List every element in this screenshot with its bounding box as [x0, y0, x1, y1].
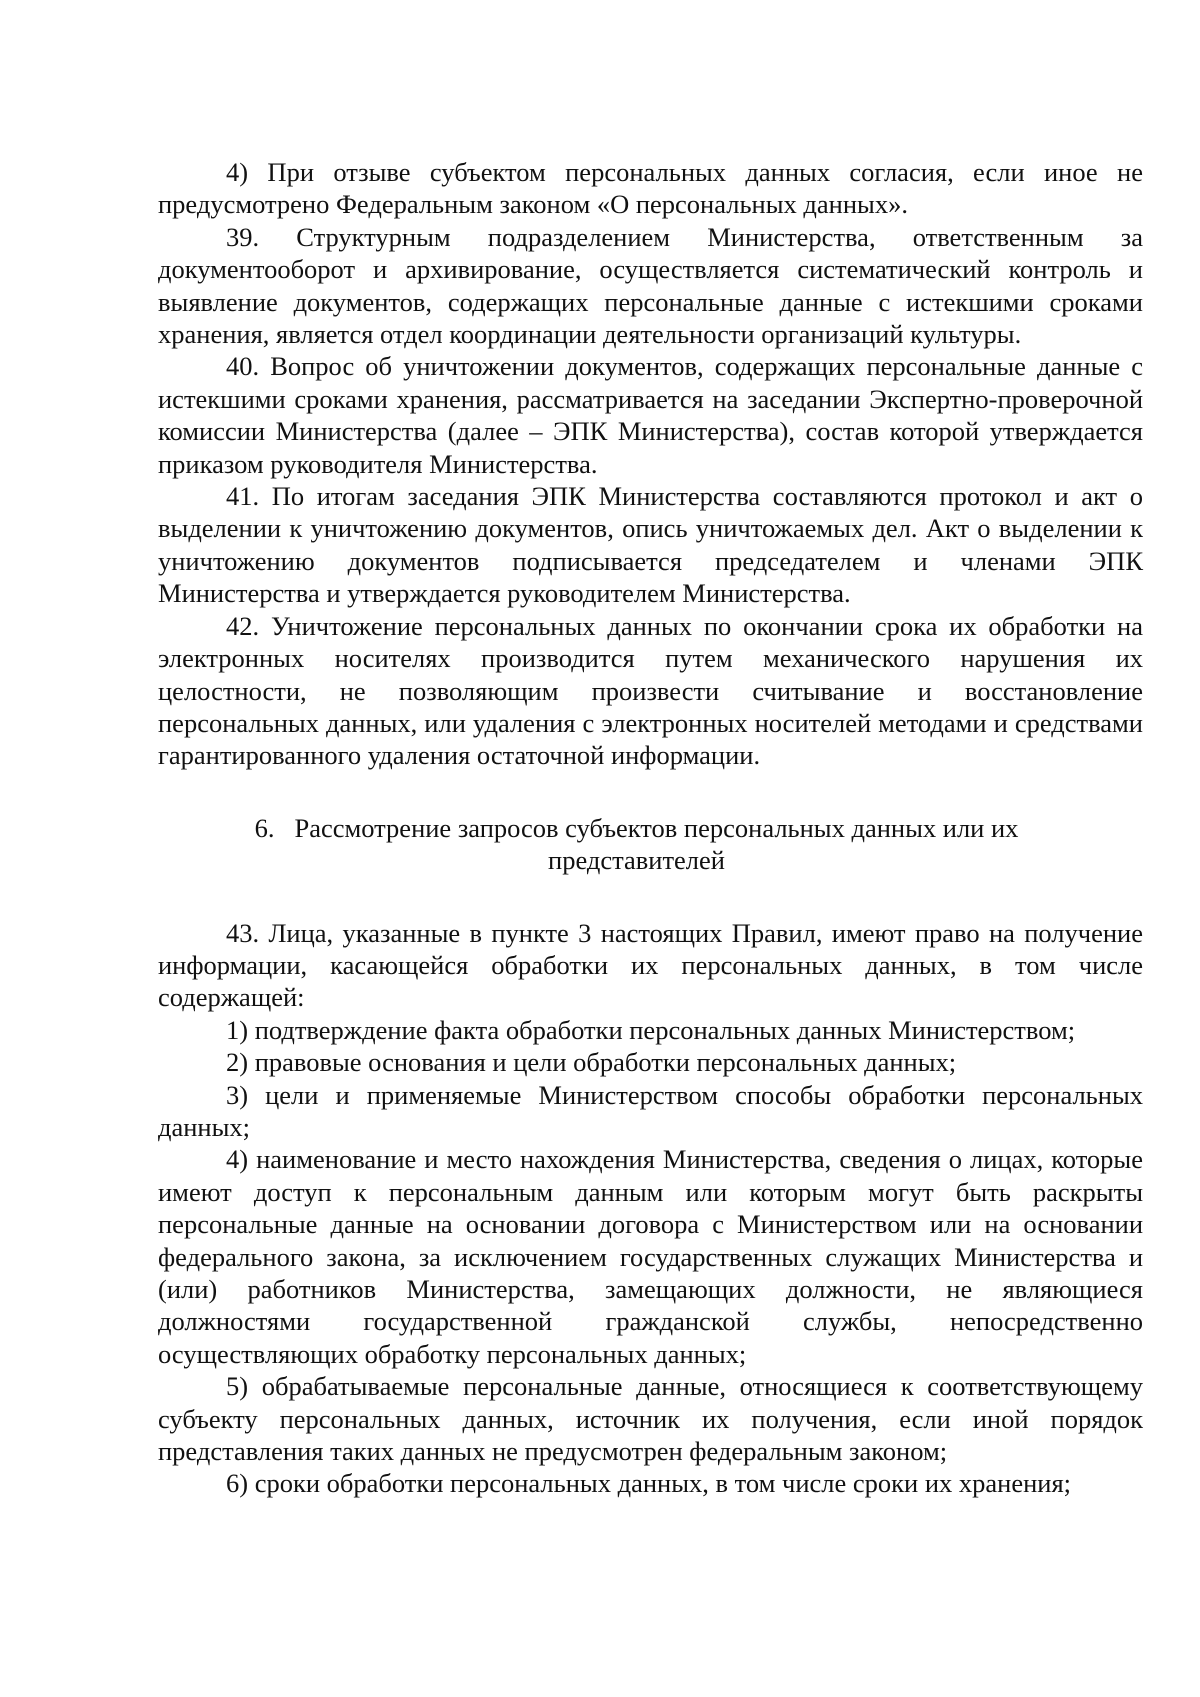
list-item-2: 2) правовые основания и цели обработки персональных данных; — [226, 1047, 957, 1078]
list-item-1: 1) подтверждение факта обработки персональных данных Министерством; — [226, 1014, 1076, 1045]
paragraph-42: 42. Уничтожение персональных данных по окончании срока их обработки на электронных носителях производится путем механического нарушения их целостности, не позволяющим произвести считывание и восстановление персональных данных, или удаления с электронных носителей методами и средствами гарантированного удаления остаточной информации. — [158, 610, 1143, 771]
section-heading — [158, 812, 1143, 877]
paragraph-39: 39. Структурным подразделением Министерства, ответственным за документооборот и архивирование, осуществляется систематический контроль и выявление документов, содержащих персональные данные с истекшими сроками хранения, является отдел координации деятельности организаций культуры. — [158, 221, 1143, 350]
list-item-4: 4) наименование и место нахождения Министерства, сведения о лицах, которые имеют доступ к персональным данным или которым могут быть раскрыты персональные данные на основании договора с Министерством или на основании федерального закона, за исключением государственных служащих Министерства и (или) работников Министерства, замещающих должности, не являющиеся должностями государственной гражданской службы, непосредственно осуществляющих обработку персональных данных; — [158, 1144, 1143, 1369]
section-title: Рассмотрение запросов субъектов персональных данных или их представителей — [294, 812, 1019, 876]
section-number: 6. — [254, 812, 275, 843]
list-item-6: 6) сроки обработки персональных данных, в том числе сроки их хранения; — [226, 1468, 1072, 1499]
list-item-3: 3) цели и применяемые Министерством способы обработки персональных данных; — [158, 1079, 1143, 1142]
paragraph-40: 40. Вопрос об уничтожении документов, содержащих персональные данные с истекшими сроками хранения, рассматривается на заседании Экспертно-проверочной комиссии Министерства (далее – ЭПК Министерства), состав которой утверждается приказом руководителя Министерства. — [158, 351, 1143, 479]
paragraph-41: 41. По итогам заседания ЭПК Министерства составляются протокол и акт о выделении к уничтожению документов, опись уничтожаемых дел. Акт о выделении к уничтожению документов подписывается председателем и членами ЭПК Министерства и утверждается руководителем Министерства. — [158, 481, 1143, 609]
paragraph-item-4-revocation: 4) При отзыве субъектом персональных данных согласия, если иное не предусмотрено Федеральным законом «О персональных данных». — [158, 157, 1143, 220]
document-text — [158, 156, 1143, 1500]
paragraph-43: 43. Лица, указанные в пункте 3 настоящих Правил, имеют право на получение информации, касающейся обработки их персональных данных, в том числе содержащей: — [158, 917, 1143, 1013]
list-item-5: 5) обрабатываемые персональные данные, относящиеся к соответствующему субъекту персональных данных, источник их получения, если иной порядок представления таких данных не предусмотрен федеральным законом; — [158, 1371, 1143, 1467]
